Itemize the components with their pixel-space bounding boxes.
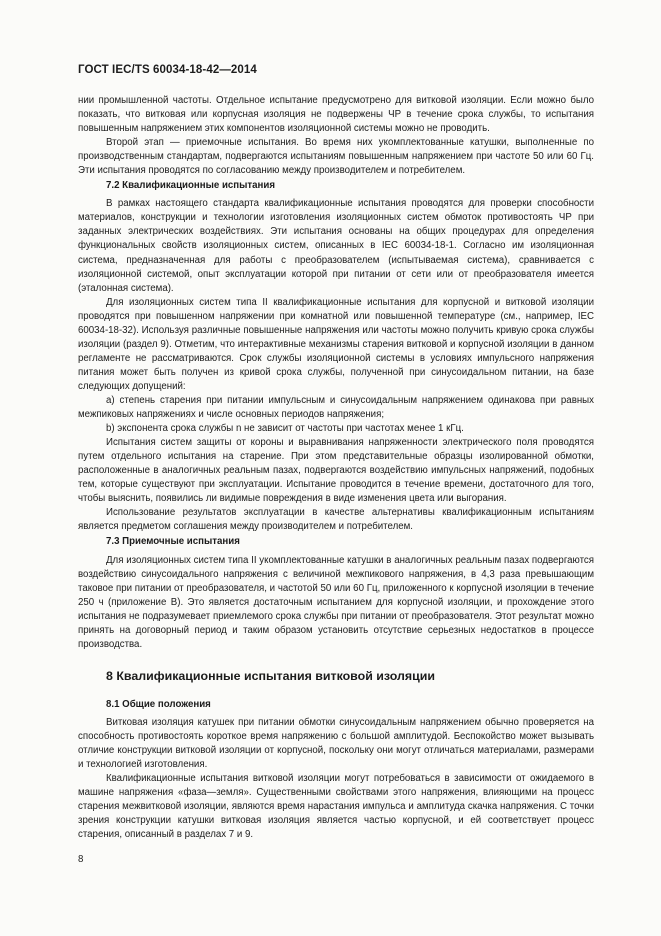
paragraph: Использование результатов эксплуатации в качестве альтернативы квалификационным испытаниям является предметом соглашения между производителем и потребителем. — [78, 507, 594, 533]
paragraph: Испытания систем защиты от короны и выравнивания напряженности электрического поля проводятся путем отдельного испытания на старение. При этом представительные образцы изолированной обмотки, расположенные в аналогичных реальным пазах, подвергаются воздействию импульсных напряжений, подобных тем, которые существуют при эксплуатации. Испытание проводится в течение времени, достаточного для того, чтобы выяснить, появились ли видимые повреждения в виде изменения цвета или выгорания. — [78, 437, 594, 505]
paragraph: Витковая изоляция катушек при питании обмотки синусоидальным напряжением обычно проверяется на способность противостоять короткое время напряжению с большой амплитудой. Беспокойство может вызывать отличие конструкции витковой изоляции от корпусной, поскольку они могут отличаться материалами, размерами и технологией изготовления. — [78, 716, 594, 771]
paragraph: Квалификационные испытания витковой изоляции могут потребоваться в зависимости от ожидаемого в машине напряжения «фаза—земля». Существенными свойствами этого напряжения, влияющими на процесс старения межвитковой изоляции, являются время нарастания импульса и амплитуда скачка напряжения. С точки зрения конструкции катушки витковая изоляция является частью корпусной, и ей соответствует процесс старения, описанный в разделах 7 и 9. — [78, 773, 594, 841]
paragraph: нии промышленной частоты. Отдельное испытание предусмотрено для витковой изоляции. Если можно было показать, что витковая или корпусная изоляция не подвержены ЧР в течение срока службы, то испытания повышенным напряжением этих компонентов изоляционной системы можно не проводить. — [78, 95, 594, 135]
page-number: 8 — [78, 854, 84, 865]
standard-header: ГОСТ IEC/TS 60034-18-42—2014 — [78, 64, 257, 76]
paragraph: Второй этап — приемочные испытания. Во время них укомплектованные катушки, выполненные по производственным стандартам, подвергаются испытаниям повышенным напряжением при частоте 50 или 60 Гц. Эти испытания проводятся по согласованию между производителем и потребителем. — [78, 137, 594, 177]
section-heading-8-1: 8.1 Общие положения — [106, 698, 211, 710]
section-heading-7-3: 7.3 Приемочные испытания — [106, 536, 240, 548]
section-heading-7-2: 7.2 Квалификационные испытания — [106, 180, 276, 192]
chapter-heading-8: 8 Квалификационные испытания витковой изоляции — [106, 668, 435, 683]
list-item-b: b) экспонента срока службы n не зависит от частоты при частотах менее 1 кГц. — [106, 423, 464, 435]
paragraph: В рамках настоящего стандарта квалификационные испытания проводятся для проверки способности материалов, конструкции и технологии изготовления изоляционных систем обмоток противостоять ЧР при заданных электрических воздействиях. Эти испытания основаны на общих процедурах для определения функциональных свойств изоляционных систем, описанных в IEC 60034-18-1. Согласно им изоляционная система, предназначенная для работы с преобразователем (испытываемая система), сравнивается с изоляционной системой, опыт эксплуатации которой при питании от сети или от преобразователя имеется (эталонная система). — [78, 198, 594, 294]
paragraph: Для изоляционных систем типа II квалификационные испытания для корпусной и витковой изоляции проводятся при повышенном напряжении при комнатной или повышенной температуре (см., например, IEC 60034-18-32). Используя различные повышенные напряжения или частоты можно получить кривую срока службы изоляции (раздел 9). Отметим, что интерактивные механизмы старения витковой и корпусной изоляции в данном регламенте не рассматриваются. Срок службы изоляционной системы в условиях импульсного напряжения питания может быть получен из кривой срока службы, полученной при синусоидальном питании, на базе следующих допущений: — [78, 296, 594, 392]
list-item-a: а) степень старения при питании импульсным и синусоидальным напряжением одинакова при равных межпиковых напряжениях и числе основных периодов напряжения; — [78, 394, 594, 421]
document-body — [78, 94, 594, 842]
paragraph: Для изоляционных систем типа II укомплектованные катушки в аналогичных реальным пазах подвергаются воздействию синусоидального напряжения с величиной межпикового напряжения, в 4,3 раза превышающим таковое при питании от преобразователя, и частотой 50 или 60 Гц, приложенного к корпусной изоляции в течение 250 ч (приложение В). Это является достаточным испытанием для корпусной изоляции, и прохождение этого испытания не подразумевает приемлемого срока службы при питании от преобразователя. Этот результат можно принять на договорный период и таким образом установить отсутствие серьезных недостатков в процессе производства. — [78, 554, 594, 650]
